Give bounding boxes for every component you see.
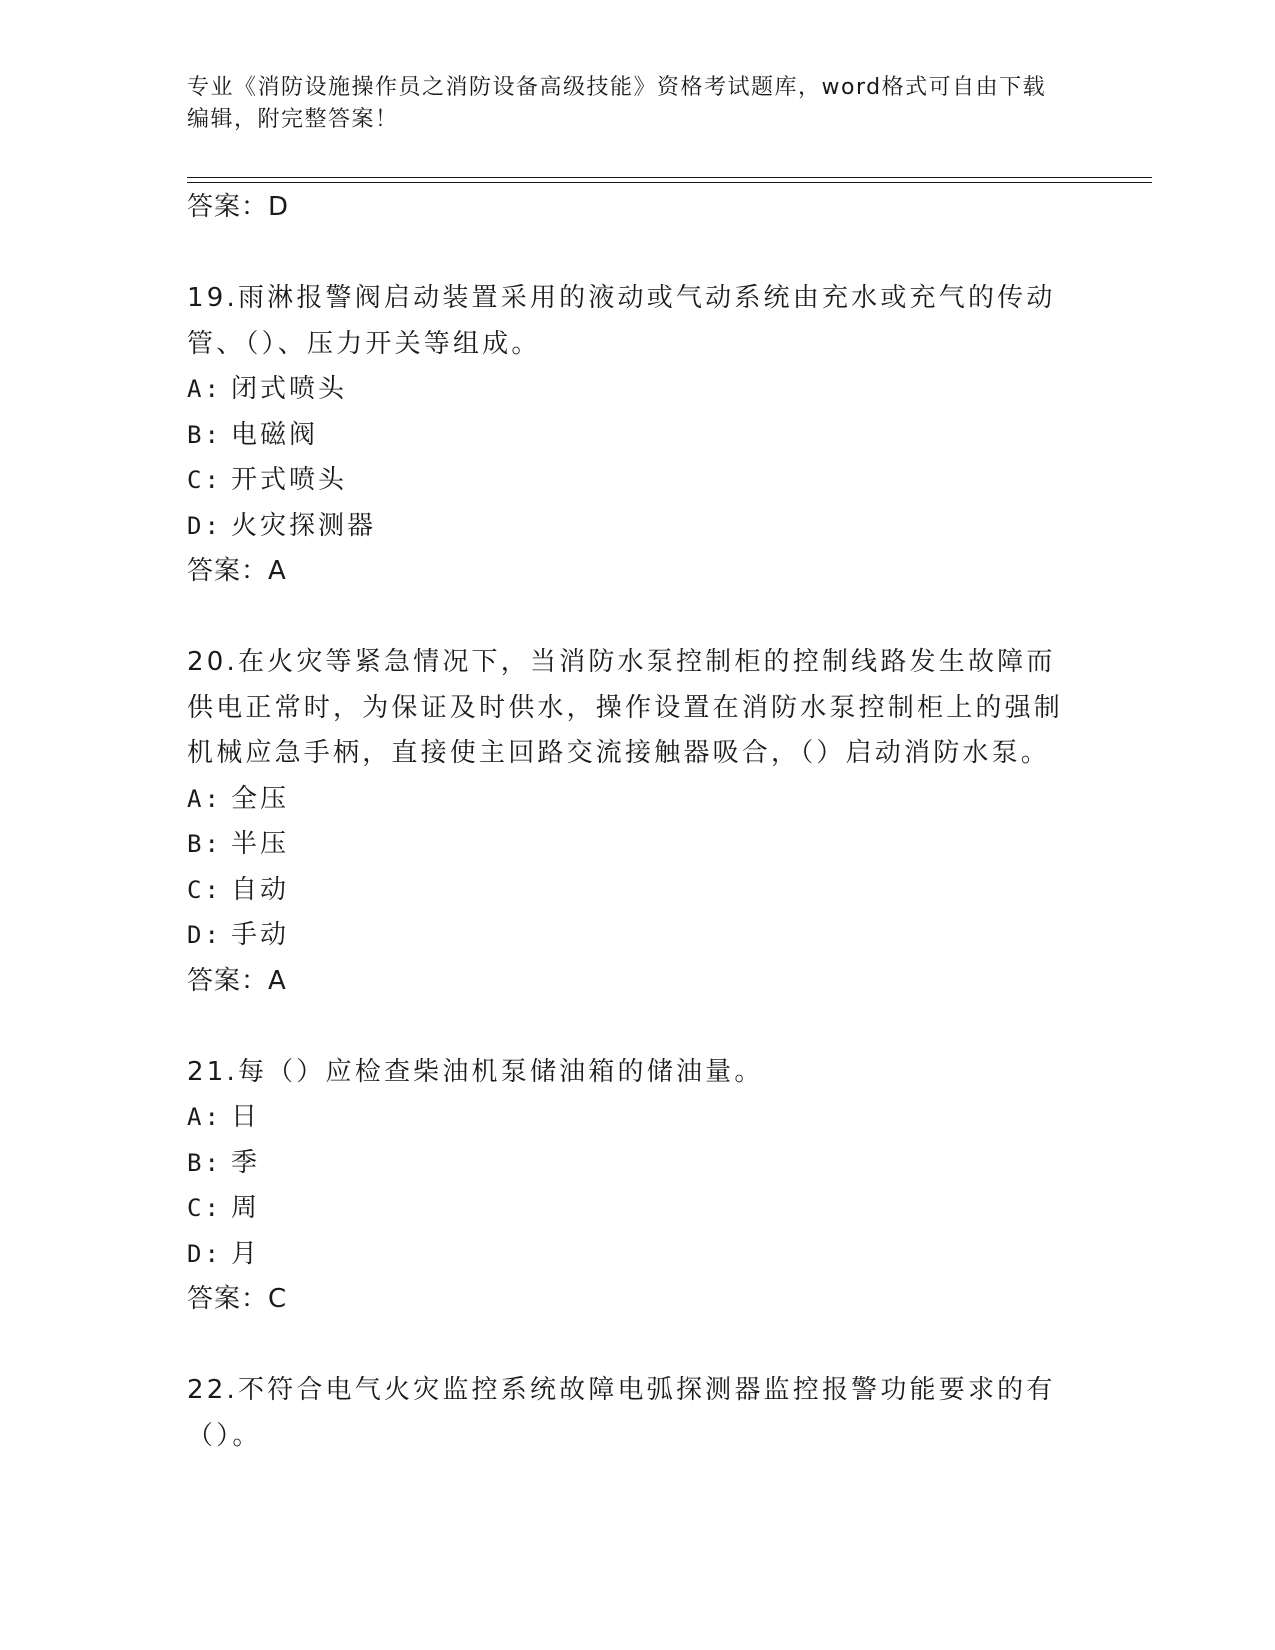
question-stem: 21.每（）应检查柴油机泵储油箱的储油量。: [187, 1056, 764, 1087]
option-key: D:: [187, 1239, 222, 1268]
spacer: [187, 230, 1067, 276]
option-b: [187, 822, 1067, 868]
option-a: [187, 1095, 1067, 1141]
option-b: [187, 1141, 1067, 1187]
question-stem: 19.雨淋报警阀启动装置采用的液动或气动系统由充水或充气的传动管、（）、压力开关等组成。: [187, 283, 1056, 359]
answer: 答案：A: [187, 556, 287, 586]
option-text: 火灾探测器: [231, 510, 377, 541]
option-text: 月: [231, 1238, 261, 1269]
option-text: 手动: [231, 920, 290, 950]
option-c: [187, 458, 1067, 504]
question-stem: 22.不符合电气火灾监控系统故障电弧探测器监控报警功能要求的有（）。: [187, 1375, 1056, 1451]
question-list: [187, 185, 1067, 1459]
question-21: [187, 1050, 1067, 1323]
option-text: 全压: [231, 783, 290, 814]
option-d: [187, 504, 1067, 550]
option-key: D:: [187, 921, 222, 949]
spacer: [187, 1004, 1067, 1050]
option-text: 日: [231, 1102, 261, 1132]
spacer: [187, 594, 1067, 640]
header-divider-double: [187, 182, 1152, 183]
answer: 答案：A: [187, 965, 287, 996]
option-text: 开式喷头: [231, 465, 348, 495]
previous-answer: 答案：D: [187, 192, 290, 222]
option-b: [187, 413, 1067, 459]
option-text: 闭式喷头: [231, 374, 348, 404]
option-text: 季: [231, 1147, 261, 1178]
option-key: B:: [187, 1148, 222, 1177]
option-key: A:: [187, 375, 222, 403]
option-text: 半压: [231, 829, 290, 859]
option-c: [187, 1186, 1067, 1232]
option-key: B:: [187, 420, 222, 449]
option-key: C:: [187, 1194, 222, 1222]
option-key: A:: [187, 1103, 222, 1131]
page-header: 专业《消防设施操作员之消防设备高级技能》资格考试题库，word格式可自由下载编辑，附完整答案！: [187, 75, 1047, 132]
option-c: [187, 868, 1067, 914]
option-text: 自动: [231, 874, 290, 905]
question-22: [187, 1368, 1067, 1459]
option-key: D:: [187, 511, 222, 540]
option-key: C:: [187, 466, 222, 494]
question-20: [187, 640, 1067, 1004]
option-a: [187, 367, 1067, 413]
option-text: 周: [231, 1193, 261, 1223]
option-key: C:: [187, 875, 222, 904]
option-key: B:: [187, 830, 222, 858]
option-text: 电磁阀: [231, 419, 319, 450]
spacer: [187, 1322, 1067, 1368]
question-19: [187, 276, 1067, 594]
header-divider: [187, 177, 1152, 178]
option-d: [187, 1232, 1067, 1278]
option-d: [187, 913, 1067, 959]
option-a: [187, 777, 1067, 823]
answer: 答案：C: [187, 1284, 288, 1314]
option-key: A:: [187, 784, 222, 813]
question-stem: 20.在火灾等紧急情况下，当消防水泵控制柜的控制线路发生故障而供电正常时，为保证及时供水，操作设置在消防水泵控制柜上的强制机械应急手柄，直接使主回路交流接触器吸合，（）启动消防水泵。: [187, 647, 1064, 768]
